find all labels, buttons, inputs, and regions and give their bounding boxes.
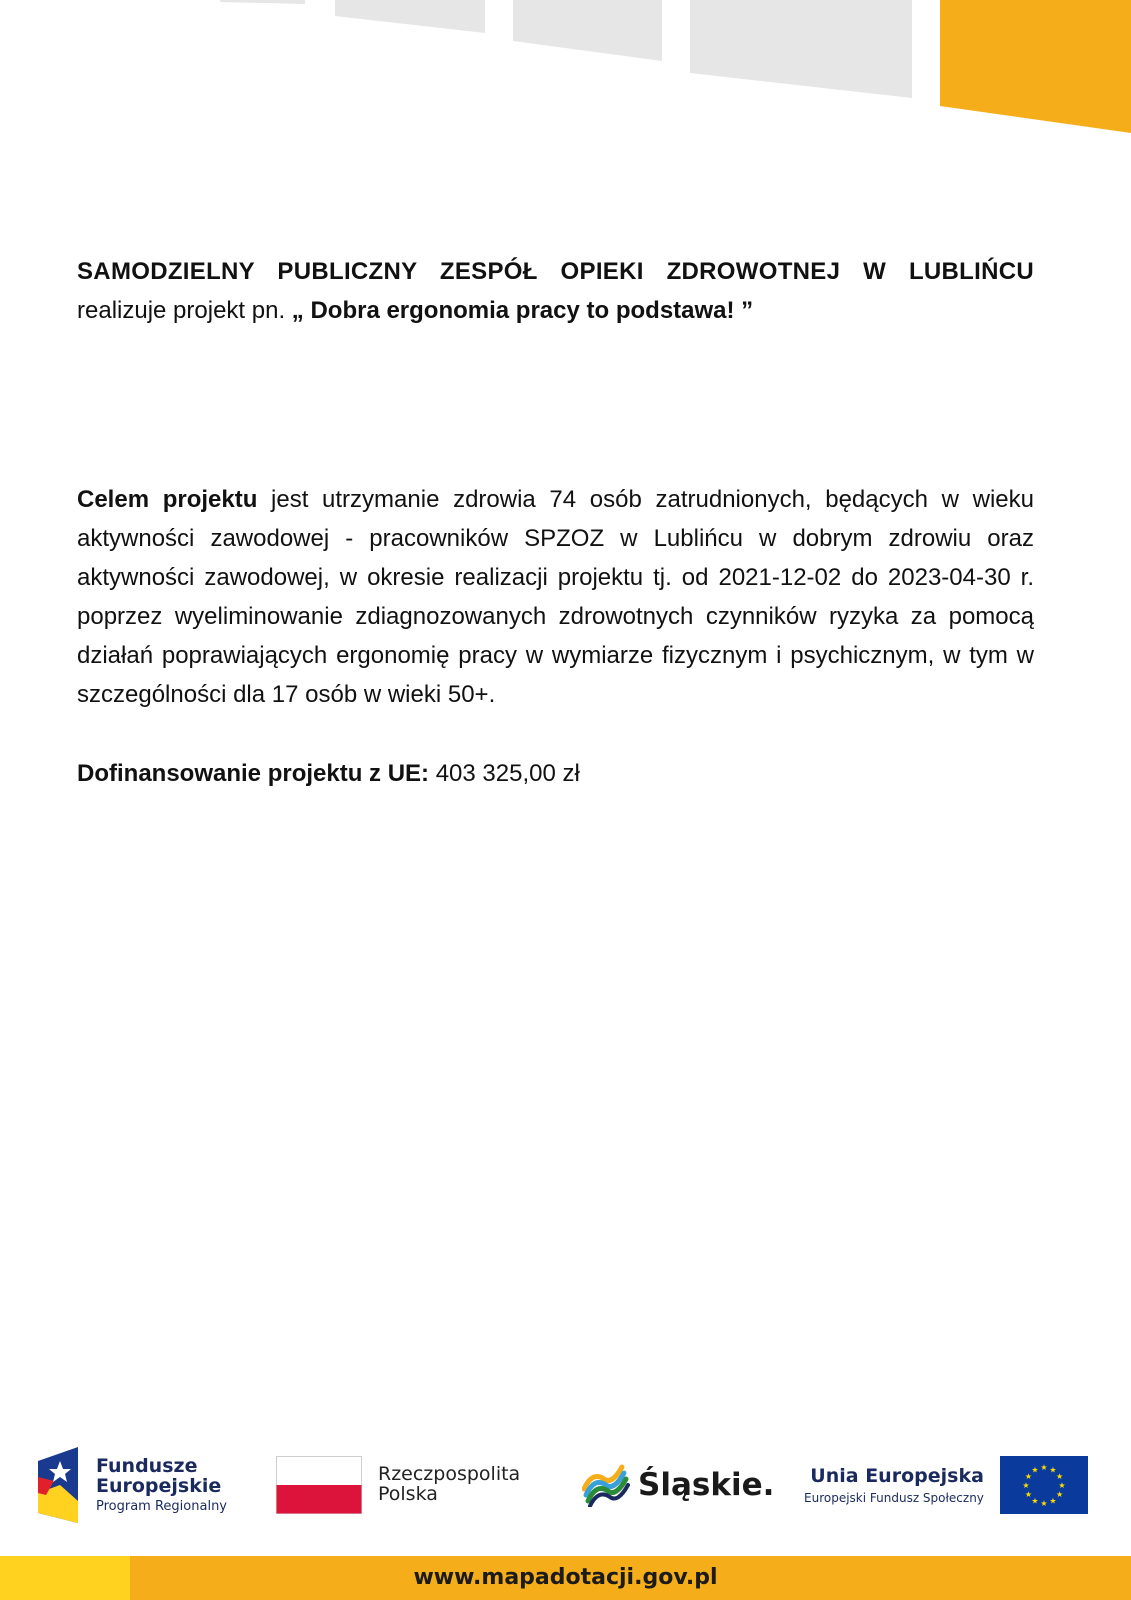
eu-star: ★ bbox=[1049, 1465, 1057, 1475]
ue-line1: Unia Europejska bbox=[810, 1465, 984, 1487]
polish-flag-icon bbox=[276, 1456, 362, 1514]
fe-line1: Fundusze bbox=[96, 1454, 198, 1477]
deco-orange bbox=[940, 0, 1131, 133]
eu-star: ★ bbox=[1024, 1472, 1032, 1481]
eu-star: ★ bbox=[1024, 1490, 1032, 1499]
deco-gray-3 bbox=[513, 0, 662, 61]
eu-star: ★ bbox=[1049, 1496, 1057, 1506]
slaskie-label: Śląskie. bbox=[638, 1467, 775, 1503]
eu-star: ★ bbox=[1058, 1481, 1066, 1490]
project-title: „ Dobra ergonomia pracy to podstawa! ” bbox=[291, 297, 754, 324]
eu-star: ★ bbox=[1031, 1465, 1039, 1475]
top-decoration bbox=[0, 0, 1131, 140]
deco-gray-1 bbox=[220, 0, 305, 4]
eu-star: ★ bbox=[1055, 1472, 1064, 1481]
project-funding bbox=[77, 754, 1034, 793]
organization-name: SAMODZIELNY PUBLICZNY ZESPÓŁ OPIEKI ZDROWOTNEJ W LUBLIŃCU bbox=[77, 258, 1034, 285]
funding-amount: 403 325,00 zł bbox=[429, 760, 580, 787]
logo-fundusze-europejskie bbox=[38, 1435, 227, 1535]
goal-text: jest utrzymanie zdrowia 74 osób zatrudnionych, będących w wieku aktywności zawodowej - pracowników SPZOZ w Lublińcu w dobrym zdrowiu oraz aktywności zawodowej, w okresie realizacji projektu tj. od 2021-12-02 do 2023-04-30 r. poprzez wyeliminowanie zdiagnozowanych zdrowotnych czynników ryzyka za pomocą działań poprawiających ergonomię pracy w wymiarze fizycznym i psychicznym, w tym w szczególności dla 17 osób w wieki 50+. bbox=[77, 486, 1034, 708]
logo-slaskie bbox=[582, 1435, 774, 1535]
deco-gray-2 bbox=[335, 0, 485, 33]
eu-star: ★ bbox=[1031, 1496, 1039, 1506]
footer-bar bbox=[0, 1556, 1131, 1600]
logo-rzeczpospolita-polska bbox=[276, 1435, 520, 1535]
fe-line3: Program Regionalny bbox=[96, 1498, 227, 1514]
document-body bbox=[77, 252, 1034, 793]
logo-strip bbox=[0, 1435, 1131, 1535]
logo-unia-europejska bbox=[804, 1435, 1088, 1535]
goal-label: Celem projektu bbox=[77, 486, 258, 513]
eu-star: ★ bbox=[1040, 1463, 1048, 1472]
fundusze-europejskie-icon bbox=[38, 1447, 82, 1523]
eu-star: ★ bbox=[1040, 1499, 1048, 1508]
eu-star: ★ bbox=[1022, 1481, 1030, 1490]
footer-url: www.mapadotacji.gov.pl bbox=[413, 1565, 718, 1590]
funding-label: Dofinansowanie projektu z UE: bbox=[77, 760, 430, 787]
ue-line2: Europejski Fundusz Społeczny bbox=[804, 1491, 984, 1505]
rp-line1: Rzeczpospolita bbox=[378, 1463, 521, 1486]
deco-gray-4 bbox=[690, 0, 912, 98]
eu-star: ★ bbox=[1055, 1490, 1064, 1499]
intro-text: realizuje projekt pn. bbox=[77, 297, 292, 324]
fe-line2: Europejskie bbox=[96, 1474, 222, 1497]
project-intro bbox=[77, 291, 1034, 330]
rp-line2: Polska bbox=[378, 1483, 438, 1505]
eu-flag-icon bbox=[1000, 1456, 1088, 1514]
slaskie-logo-icon bbox=[582, 1463, 630, 1507]
project-goal bbox=[77, 480, 1034, 714]
